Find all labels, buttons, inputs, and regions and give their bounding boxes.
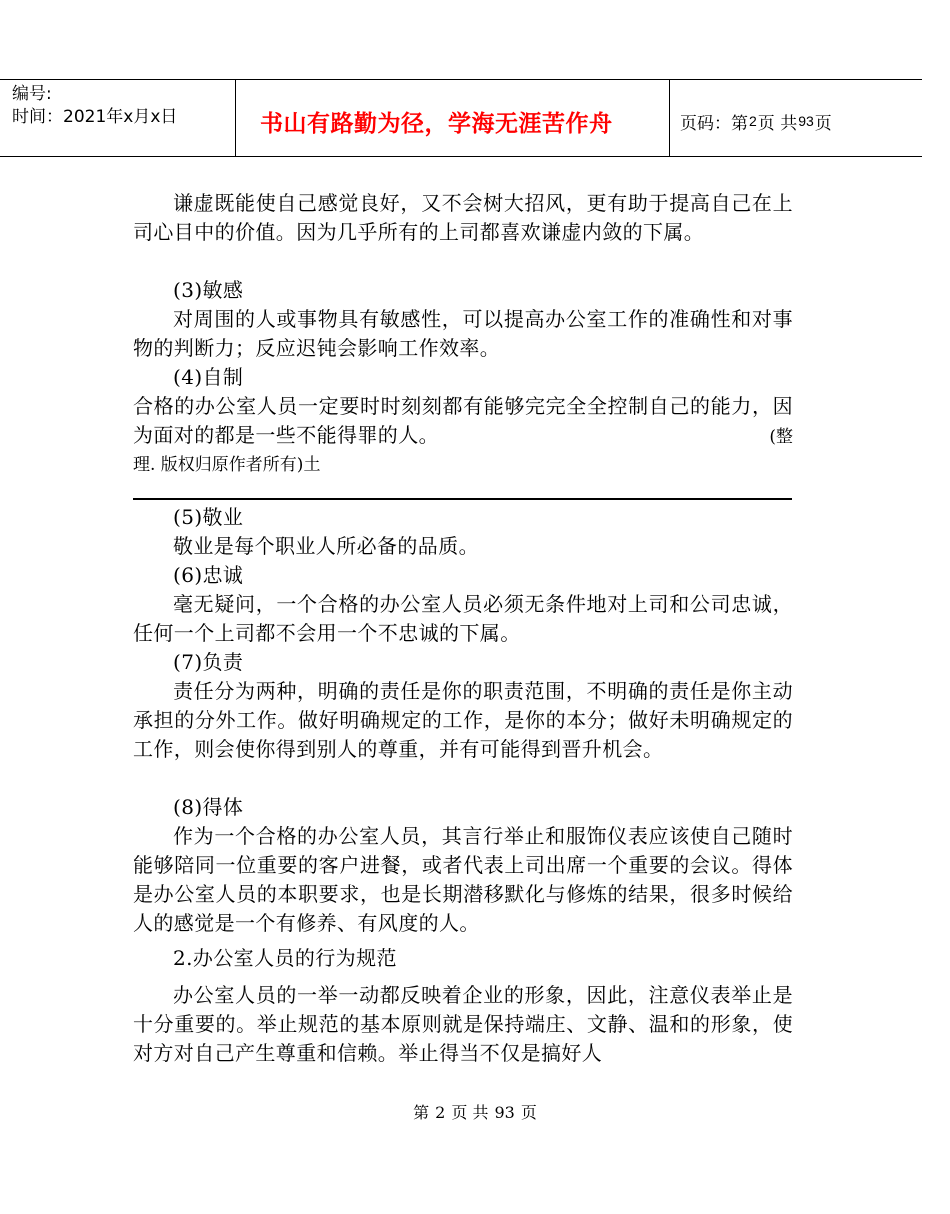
document-number-label: 编号: bbox=[12, 84, 52, 104]
header-motto-cell bbox=[236, 80, 670, 156]
section-divider bbox=[133, 498, 792, 500]
header-motto: 书山有路勤为径，学海无涯苦作舟 bbox=[260, 110, 613, 137]
footer-prefix: 第 bbox=[413, 1103, 430, 1122]
document-header bbox=[0, 79, 922, 157]
heading-self-control: (4)自制 bbox=[173, 365, 244, 389]
paragraph-propriety: 作为一个合格的办公室人员，其言行举止和服饰仪表应该使自己随时能够陪同一位重要的客户进餐，或者代表上司出席一个重要的会议。得体是办公室人员的本职要求，也是长期潜移默化与修炼的结果，很多时候给人的感觉是一个有修养、有风度的人。 bbox=[133, 824, 793, 935]
heading-loyalty: (6)忠诚 bbox=[173, 563, 244, 587]
header-page-cell bbox=[670, 80, 922, 156]
heading-propriety: (8)得体 bbox=[173, 795, 244, 819]
paragraph-behavior: 办公室人员的一举一动都反映着企业的形象，因此，注意仪表举止是十分重要的。举止规范的基本原则就是保持端庄、文静、温和的形象，使对方对自己产生尊重和信赖。举止得当不仅是搞好人 bbox=[133, 983, 793, 1065]
page-footer bbox=[0, 1100, 950, 1123]
header-page-suffix: 页 bbox=[814, 113, 832, 134]
header-page-prefix: 页码：第 bbox=[680, 113, 748, 134]
footer-middle: 页 共 bbox=[451, 1103, 489, 1122]
copyright-note-line1 bbox=[133, 423, 793, 451]
footer-suffix: 页 bbox=[520, 1103, 537, 1122]
heading-sensitivity: (3)敏感 bbox=[173, 278, 244, 302]
heading-dedication: (5)敬业 bbox=[173, 505, 244, 529]
heading-responsibility: (7)负责 bbox=[173, 650, 244, 674]
copyright-note-end: 理. 版权归原作者所有)土 bbox=[133, 455, 321, 475]
copyright-note-line2 bbox=[133, 451, 793, 479]
header-page-total: 93 bbox=[798, 113, 814, 129]
header-page-middle: 页 共 bbox=[757, 113, 798, 134]
section-heading-behavior: 2.办公室人员的行为规范 bbox=[173, 946, 397, 970]
footer-total: 93 bbox=[494, 1103, 515, 1122]
paragraph-self-control: 合格的办公室人员一定要时时刻刻都有能够完完全全控制自己的能力，因为面对的都是一些不能得罪的人。 bbox=[133, 394, 793, 447]
header-page-current: 2 bbox=[749, 113, 757, 129]
paragraph-dedication: 敬业是每个职业人所必备的品质。 bbox=[173, 534, 479, 558]
header-meta-cell bbox=[0, 80, 236, 156]
footer-current: 2 bbox=[435, 1103, 446, 1122]
paragraph-loyalty: 毫无疑问，一个合格的办公室人员必须无条件地对上司和公司忠诚，任何一个上司都不会用一个不忠诚的下属。 bbox=[133, 592, 793, 645]
copyright-note-start: (整 bbox=[769, 427, 793, 447]
paragraph-sensitivity: 对周围的人或事物具有敏感性，可以提高办公室工作的准确性和对事物的判断力；反应迟钝会影响工作效率。 bbox=[133, 307, 793, 360]
document-time-label: 时间：2021年x月x日 bbox=[12, 107, 178, 127]
paragraph-humility: 谦虚既能使自己感觉良好，又不会树大招风，更有助于提高自己在上司心目中的价值。因为几乎所有的上司都喜欢谦虚内敛的下属。 bbox=[133, 191, 793, 244]
paragraph-responsibility: 责任分为两种，明确的责任是你的职责范围，不明确的责任是你主动承担的分外工作。做好明确规定的工作，是你的本分；做好未明确规定的工作，则会使你得到别人的尊重，并有可能得到晋升机会。 bbox=[133, 679, 793, 761]
